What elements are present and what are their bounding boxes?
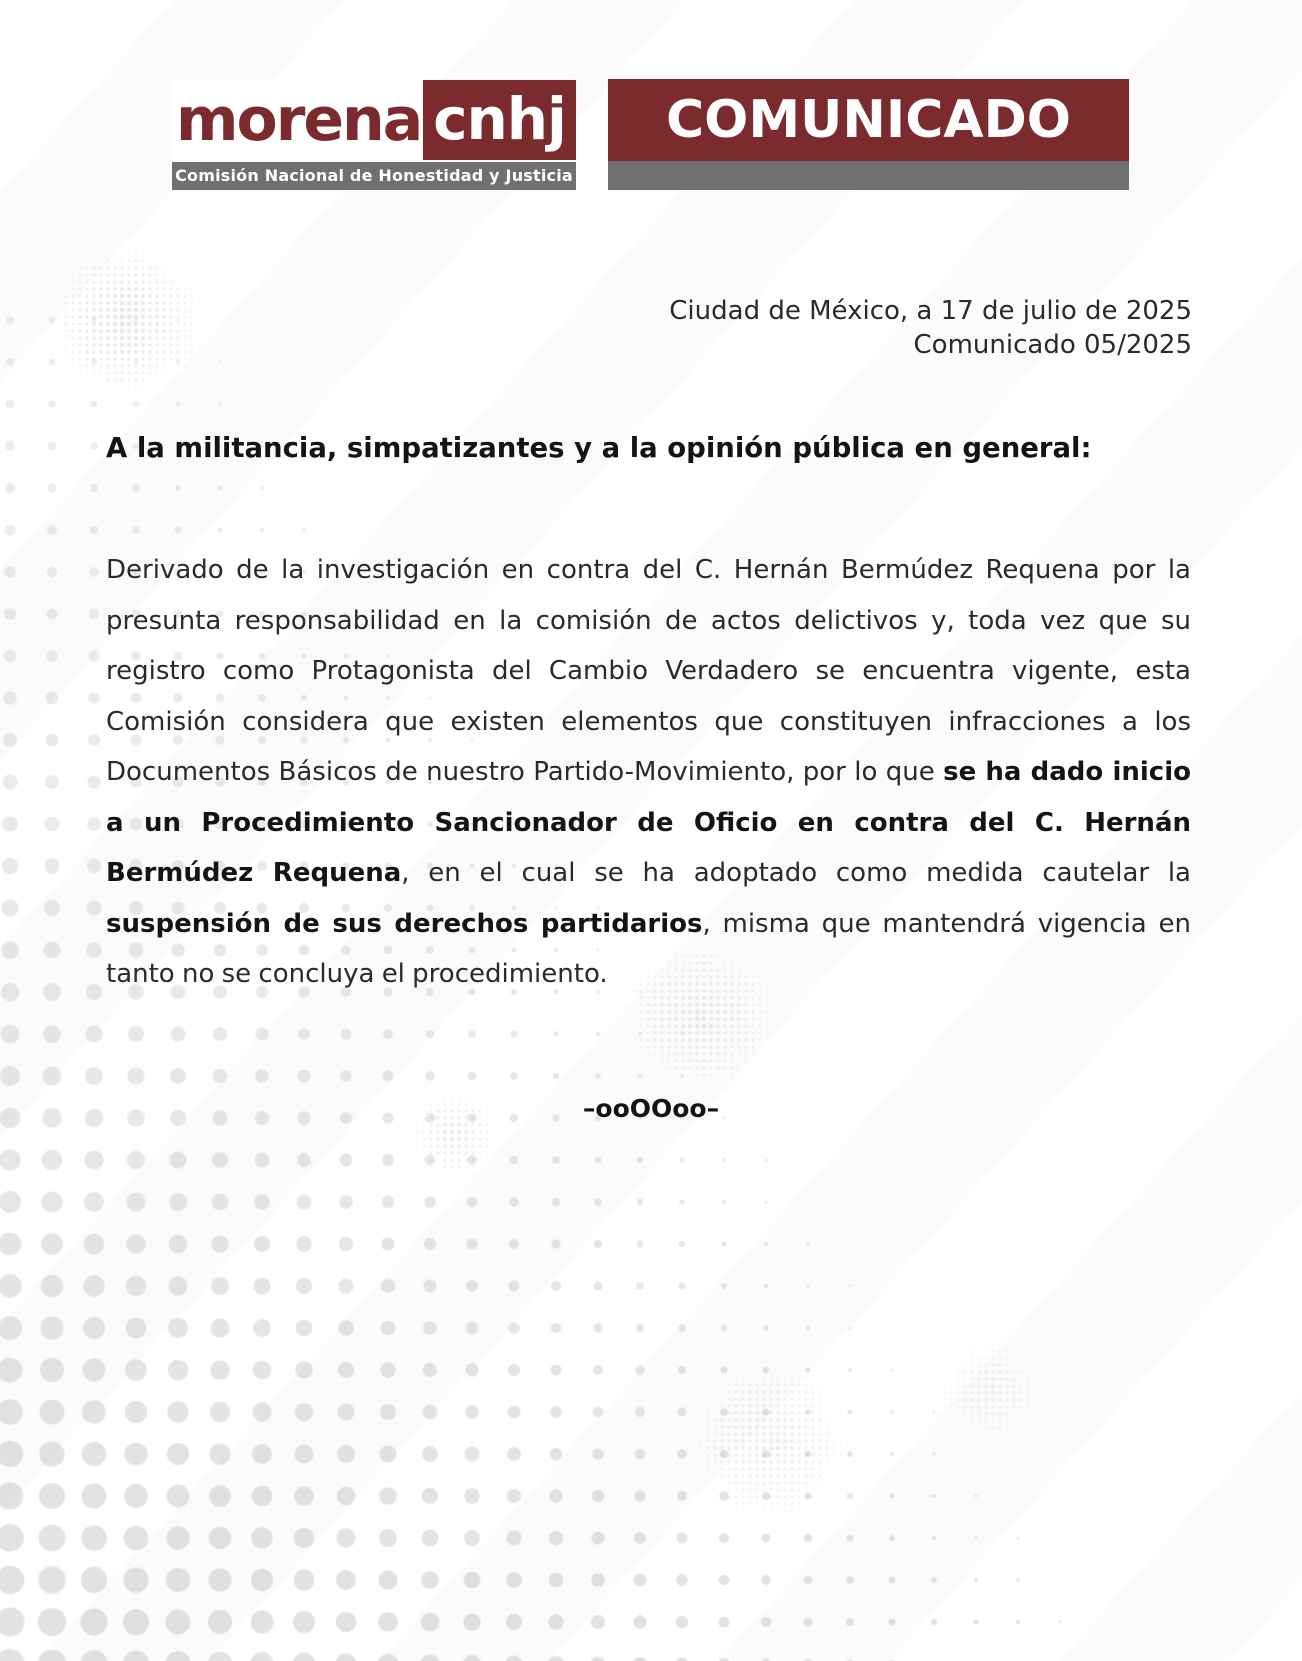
comunicado-banner: [608, 79, 1129, 190]
logo-wordmark: [172, 80, 576, 160]
body-text-part-3: , misma que mantendrá vigencia en tanto no se concluya el procedimiento.: [106, 908, 1191, 989]
logo-subtitle: Comisión Nacional de Honestidad y Justicia: [172, 162, 576, 190]
body-text-part-1: Derivado de la investigación en contra del C. Hernán Bermúdez Requena por la presunta responsabilidad en la comisión de actos delictivos y, toda vez que su registro como Protagonista del Cambio Verdadero se encuentra vigente, esta Comisión considera que existen elementos que constituyen infracciones a los Documentos Básicos de nuestro Partido-Movimiento, por lo que: [106, 555, 1191, 787]
closing-ornament: –ooOOoo–: [582, 1094, 720, 1123]
body-paragraph: [106, 545, 1191, 1000]
banner-gray-stripe: [608, 161, 1129, 190]
place-date: Ciudad de México, a 17 de julio de 2025: [669, 296, 1192, 326]
banner-title: COMUNICADO: [608, 79, 1129, 161]
logo-cnhj-text: cnhj: [423, 80, 576, 160]
logo-morena-text: morena: [172, 80, 423, 160]
body-text-part-2: , en el cual se ha adoptado como medida cautelar la: [401, 858, 1191, 888]
communique-number: Comunicado 05/2025: [913, 330, 1192, 360]
morena-cnhj-logo: [172, 80, 576, 190]
body-bold-procedure: se ha dado inicio a un Procedimiento Sancionador de Oficio en contra del C. Hernán Bermúdez Requena: [106, 757, 1191, 888]
body-bold-suspension: suspensión de sus derechos partidarios: [106, 908, 703, 939]
greeting-heading: A la militancia, simpatizantes y a la opinión pública en general:: [106, 432, 1092, 464]
document-meta: [669, 294, 1192, 362]
